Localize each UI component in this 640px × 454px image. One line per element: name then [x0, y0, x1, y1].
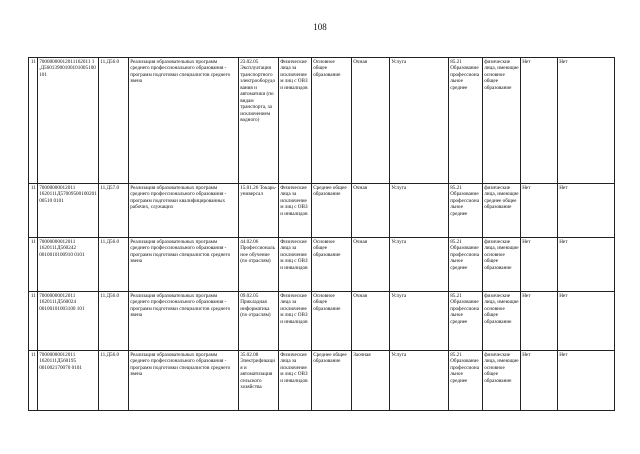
table-row	[29, 238, 615, 292]
program-name: Реализация образовательных программ среднего профессионального образования - программ подготовки специалистов среднего звена	[129, 292, 239, 351]
okved-standard: 85.21 Образование профессиональное среднее	[449, 292, 483, 351]
okved-code: 11.Д56.0	[99, 292, 129, 351]
okved-code: 11.Д56.0	[99, 238, 129, 292]
education-base: Среднее общее образование	[312, 184, 352, 238]
consumers: физические лица, имеющие основное общее образование	[483, 58, 521, 184]
service-type: Услуга	[390, 292, 449, 351]
note: Нет	[558, 184, 615, 238]
page-number: 108	[313, 22, 327, 32]
study-form: Очная	[352, 292, 390, 351]
study-form: Очная	[352, 238, 390, 292]
program-name: Реализация образовательных программ среднего профессионального образования - программ подготовки специалистов среднего звена	[129, 58, 239, 184]
study-form: Очная	[352, 184, 390, 238]
registry-code: 70000000012011 1620111Д5700950010020100510 0101	[38, 184, 99, 238]
consumers: физические лица, имеющие основное общее образование	[483, 351, 521, 411]
okved-code: 11.Д56.0	[99, 58, 129, 184]
specialty: 15.01.26 Токарь-универсал	[239, 184, 279, 238]
row-number: 11	[29, 292, 38, 351]
okved-standard: 85.21 Образование профессиональное среднее	[449, 238, 483, 292]
specialty: 23.02.05 Эксплуатация транспортного электрооборудования и автоматики (по видам транспорта, за исключением водного)	[239, 58, 279, 184]
specialty: 09.02.05 Прикладная информатика (по отраслям)	[239, 292, 279, 351]
paid-flag: Нет	[521, 292, 558, 351]
note: Нет	[558, 292, 615, 351]
row-number: 11	[29, 238, 38, 292]
okved-standard: 85.21 Образование профессиональное среднее	[449, 351, 483, 411]
paid-flag: Нет	[521, 58, 558, 184]
okved-standard: 85.21 Образование профессиональное среднее	[449, 184, 483, 238]
paid-flag: Нет	[521, 238, 558, 292]
education-base: Основное общее образование	[312, 238, 352, 292]
education-base: Основное общее образование	[312, 292, 352, 351]
specialty: 44.02.06 Профессиональное обучение (по отраслям)	[239, 238, 279, 292]
service-type: Услуга	[390, 238, 449, 292]
specialty: 35.02.08 Электрификация и автоматизация сельского хозяйства	[239, 351, 279, 411]
study-form: Заочная	[352, 351, 390, 411]
consumer-category: Физические лица за исключением лиц с ОВЗ и инвалидов	[279, 238, 312, 292]
services-register-table	[28, 57, 615, 411]
consumer-category: Физические лица за исключением лиц с ОВЗ и инвалидов	[279, 184, 312, 238]
row-number: 11	[29, 351, 38, 411]
program-name: Реализация образовательных программ среднего профессионального образования - программ подготовки квалифицированных рабочих, служащих	[129, 184, 239, 238]
education-base: Основное общее образование	[312, 58, 352, 184]
consumer-category: Физические лица за исключением лиц с ОВЗ и инвалидов	[279, 351, 312, 411]
study-form: Очная	[352, 58, 390, 184]
table-row	[29, 292, 615, 351]
consumer-category: Физические лица за исключением лиц с ОВЗ и инвалидов	[279, 58, 312, 184]
paid-flag: Нет	[521, 351, 558, 411]
okved-code: 11.Д57.0	[99, 184, 129, 238]
table-row	[29, 351, 615, 411]
note: Нет	[558, 58, 615, 184]
okved-standard: 85.21 Образование профессиональное среднее	[449, 58, 483, 184]
consumers: физические лица, имеющие основное общее образование	[483, 238, 521, 292]
education-base: Среднее общее образование	[312, 351, 352, 411]
consumers: физические лица, имеющие среднее общее образование	[483, 184, 521, 238]
service-type: Услуга	[390, 184, 449, 238]
program-name: Реализация образовательных программ среднего профессионального образования - программ подготовки специалистов среднего звена	[129, 238, 239, 292]
consumers: физические лица, имеющие основное общее образование	[483, 292, 521, 351]
note: Нет	[558, 238, 615, 292]
registry-code: 70000000012011162011 1 ,Д56013900100101005100101	[38, 58, 99, 184]
service-type: Услуга	[390, 351, 449, 411]
paid-flag: Нет	[521, 184, 558, 238]
registry-code: 70000000012011 1620111Д560024 00100101003100 101	[38, 292, 99, 351]
table-row	[29, 184, 615, 238]
program-name: Реализация образовательных программ среднего профессионального образования - программ подготовки специалистов среднего звена	[129, 351, 239, 411]
row-number: 11	[29, 58, 38, 184]
row-number: 11	[29, 184, 38, 238]
okved-code: 11.Д56.0	[99, 351, 129, 411]
note: Нет	[558, 351, 615, 411]
registry-code: 70000000012011 1620111Д560195 001002170070 0101	[38, 351, 99, 411]
consumer-category: Физические лица за исключением лиц с ОВЗ и инвалидов	[279, 292, 312, 351]
registry-code: 70000000012011 1620111Д560242 0010010100910 0101	[38, 238, 99, 292]
table-row	[29, 58, 615, 184]
service-type: Услуга	[390, 58, 449, 184]
